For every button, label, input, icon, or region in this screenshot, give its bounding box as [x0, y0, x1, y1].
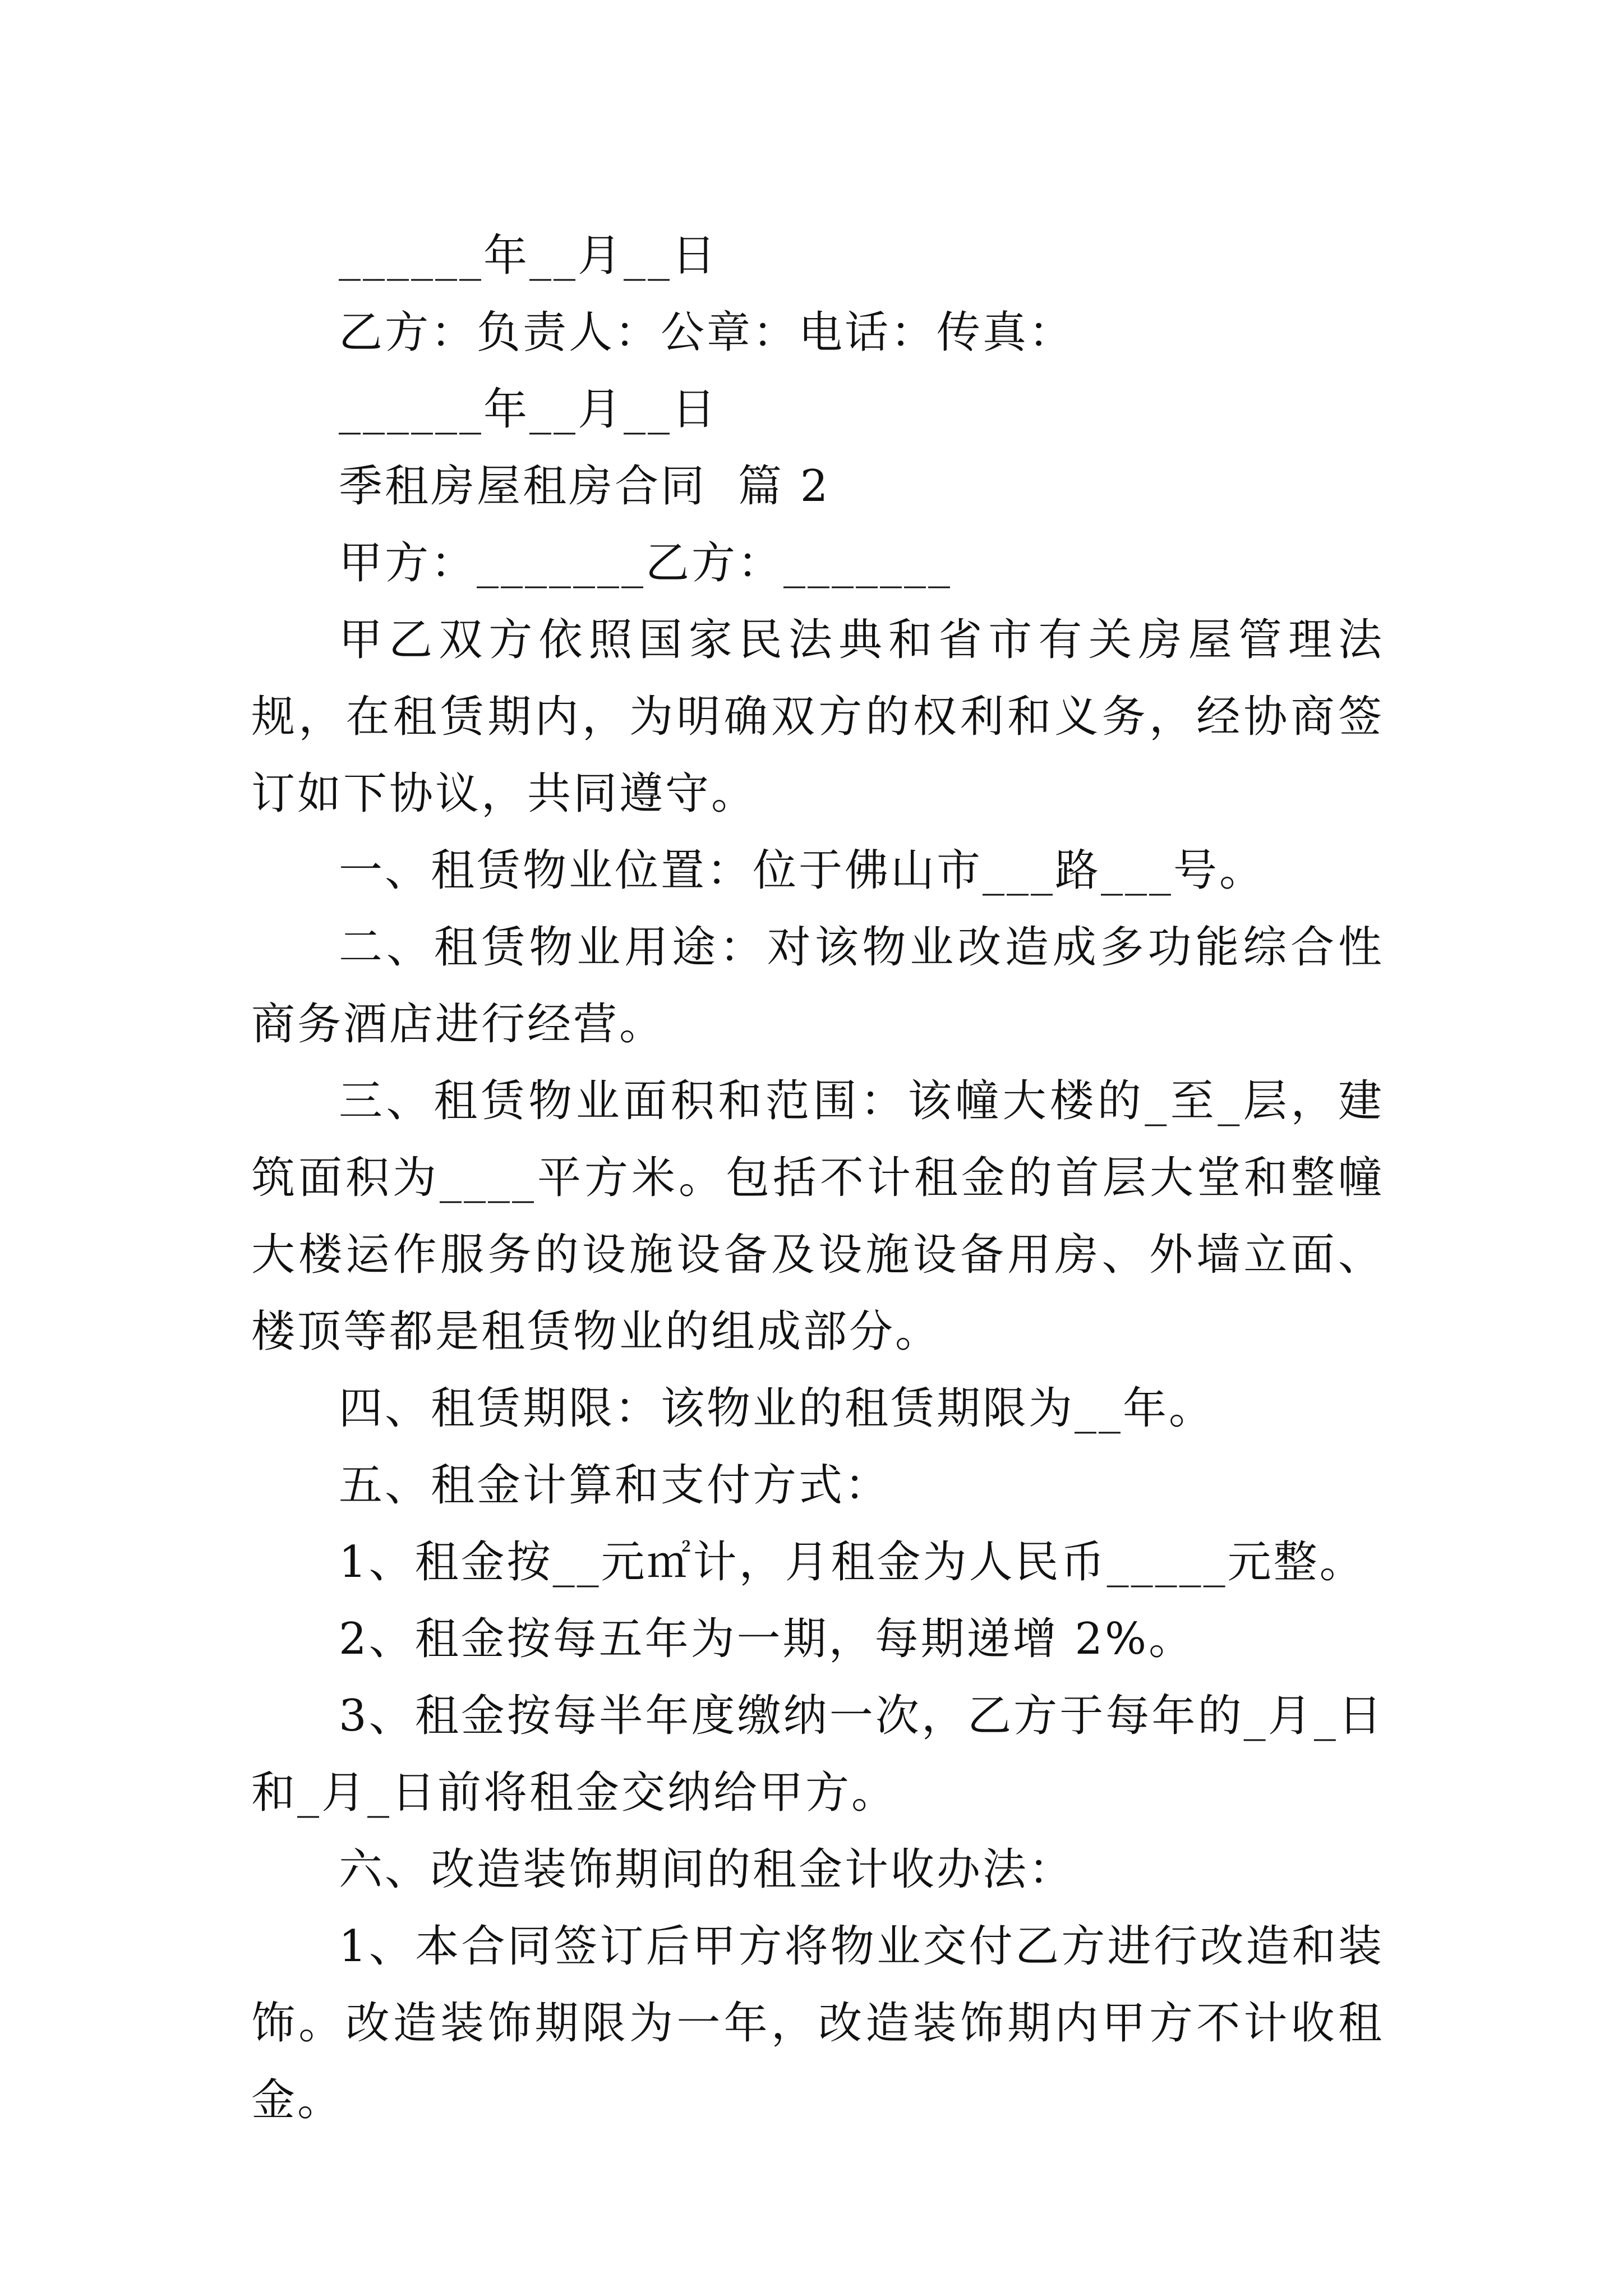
clause-rent-heading: 五、租金计算和支付方式：: [339, 1460, 891, 1511]
party-b-signature-line: 乙方：负责人：公章：电话：传真：: [339, 307, 1075, 358]
parties-line: 甲方：_______乙方：_______: [339, 538, 953, 588]
clause-location: 一、租赁物业位置：位于佛山市___路___号。: [339, 845, 1266, 896]
section-number: 篇 2: [738, 461, 831, 512]
rent-item-1: 1、租金按__元㎡计，月租金为人民币_____元整。: [339, 1537, 1366, 1588]
rent-item-2: 2、租金按每五年为一期，每期递增 2%。: [339, 1614, 1195, 1664]
contract-paragraph-intro: 甲乙双方依照国家民法典和省市有关房屋管理法规，在租赁期内，为明确双方的权利和义务，经协商签订如下协议，共同遵守。: [251, 615, 1384, 819]
date-line: ______年__月__日: [339, 231, 718, 281]
date-line: ______年__月__日: [339, 384, 718, 435]
section-title-text: 季租房屋租房合同: [339, 461, 707, 512]
renovation-item-1: 1、本合同签订后甲方将物业交付乙方进行改造和装饰。改造装饰期限为一年，改造装饰期内甲方不计收租金。: [251, 1921, 1384, 2125]
clause-area-scope: 三、租赁物业面积和范围：该幢大楼的_至_层，建筑面积为____平方米。包括不计租金的首层大堂和整幢大楼运作服务的设施设备及设施设备用房、外墙立面、楼顶等都是租赁物业的组成部分。: [251, 1076, 1384, 1357]
document-body: [251, 218, 1384, 2139]
clause-usage: 二、租赁物业用途：对该物业改造成多功能综合性商务酒店进行经营。: [251, 922, 1384, 1050]
rent-item-3: 3、租金按每半年度缴纳一次，乙方于每年的_月_日和_月_日前将租金交纳给甲方。: [251, 1691, 1384, 1818]
clause-renovation-heading: 六、改造装饰期间的租金计收办法：: [339, 1844, 1075, 1895]
section-title: [251, 448, 1384, 525]
clause-term: 四、租赁期限：该物业的租赁期限为__年。: [339, 1383, 1215, 1434]
